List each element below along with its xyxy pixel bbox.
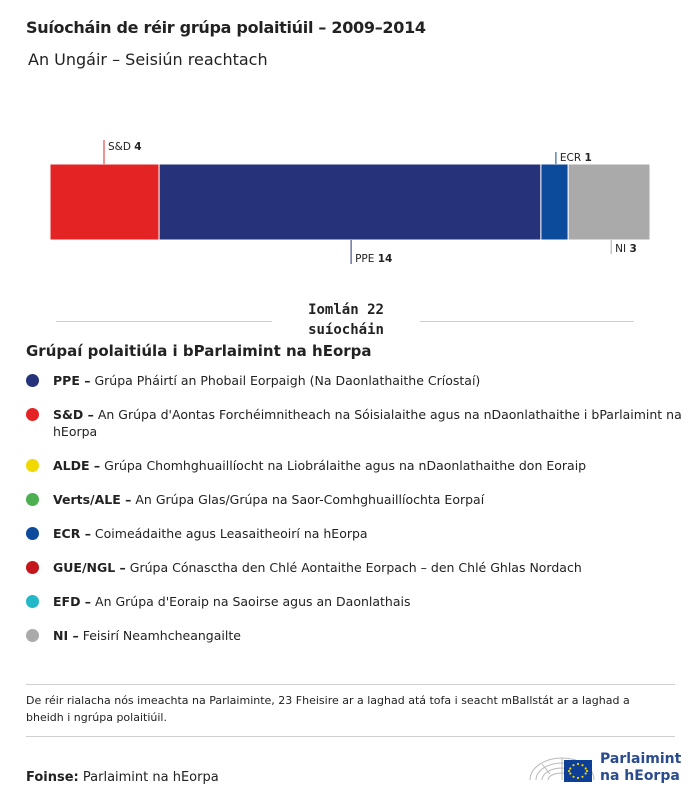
legend-item [26, 593, 693, 610]
legend-swatch [26, 459, 39, 472]
legend-text: An Grúpa Glas/Grúpa na Saor-Comhghuaillíochta Eorpaí [131, 492, 485, 507]
source [26, 770, 219, 785]
logo-line2: na hEorpa [600, 768, 680, 784]
legend-item [26, 491, 693, 508]
bar-segment-ecr [541, 164, 568, 240]
legend-item [26, 627, 693, 644]
bar-label: S&D 4 [108, 141, 142, 153]
bar-label: PPE 14 [355, 253, 393, 265]
legend-text: An Grúpa d'Aontas Forchéimnitheach na Sóisialaithe agus na nDaonlathaithe i bParlaimint na hEorpa [53, 407, 682, 439]
legend-text: Grúpa Cónasctha den Chlé Aontaithe Eorpach – den Chlé Ghlas Nordach [125, 560, 582, 575]
legend-swatch [26, 493, 39, 506]
legend-abbr: Verts/ALE – [53, 492, 132, 507]
chart-title: Suíocháin de réir grúpa polaitiúil – 2009–2014 [26, 18, 426, 37]
legend-abbr: ALDE – [53, 458, 101, 473]
legend-text: Coimeádaithe agus Leasaitheoirí na hEorpa [90, 526, 368, 541]
bar-segment-sd [50, 164, 159, 240]
legend-abbr: PPE – [53, 373, 91, 388]
total-seats [274, 300, 418, 340]
legend-abbr: S&D – [53, 407, 94, 422]
source-label: Foinse: [26, 770, 79, 785]
bar-segment-ni [568, 164, 650, 240]
legend-abbr: NI – [53, 628, 79, 643]
legend-text: Grúpa Pháirtí an Phobail Eorpaigh (Na Daonlathaithe Críostaí) [90, 373, 481, 388]
total-seats-line2: suíocháin [308, 322, 384, 338]
bar-label: ECR 1 [559, 152, 592, 164]
legend-swatch [26, 561, 39, 574]
legend-text: Feisirí Neamhcheangailte [78, 628, 241, 643]
legend-swatch [26, 629, 39, 642]
legend-text: An Grúpa d'Eoraip na Saoirse agus an Daonlathais [91, 594, 411, 609]
legend-item [26, 406, 693, 440]
legend-abbr: EFD – [53, 594, 92, 609]
legend-swatch [26, 374, 39, 387]
seat-bar-chart [0, 130, 700, 280]
source-text: Parlaimint na hEorpa [82, 770, 219, 785]
bar-segment-ppe [159, 164, 541, 240]
footnote-top-rule [26, 684, 675, 685]
legend-item [26, 372, 693, 389]
parliament-logo-text [600, 751, 681, 785]
legend-item [26, 559, 693, 576]
legend-item [26, 525, 693, 542]
total-divider-left [56, 321, 272, 322]
bar-label: NI 3 [615, 243, 637, 255]
legend-swatch [26, 408, 39, 421]
legend-item [26, 457, 693, 474]
total-seats-line1: Iomlán 22 [308, 302, 384, 318]
footnote-bottom-rule [26, 736, 675, 737]
legend-title: Grúpaí polaitiúla i bParlaimint na hEorpa [26, 342, 372, 360]
total-divider-right [420, 321, 634, 322]
legend-swatch [26, 595, 39, 608]
footnote: De réir rialacha nós imeachta na Parlaiminte, 23 Fheisire ar a laghad atá tofa i seacht mBallstát ar a laghad a bheidh i ngrúpa polaitiúil. [26, 694, 630, 724]
legend-abbr: ECR – [53, 526, 91, 541]
legend-swatch [26, 527, 39, 540]
legend-text: Grúpa Chomhghuaillíocht na Liobrálaithe agus na nDaonlathaithe don Eoraip [100, 458, 587, 473]
logo-line1: Parlaimint [600, 751, 682, 767]
chart-subtitle: An Ungáir – Seisiún reachtach [28, 50, 268, 69]
legend-abbr: GUE/NGL – [53, 560, 126, 575]
